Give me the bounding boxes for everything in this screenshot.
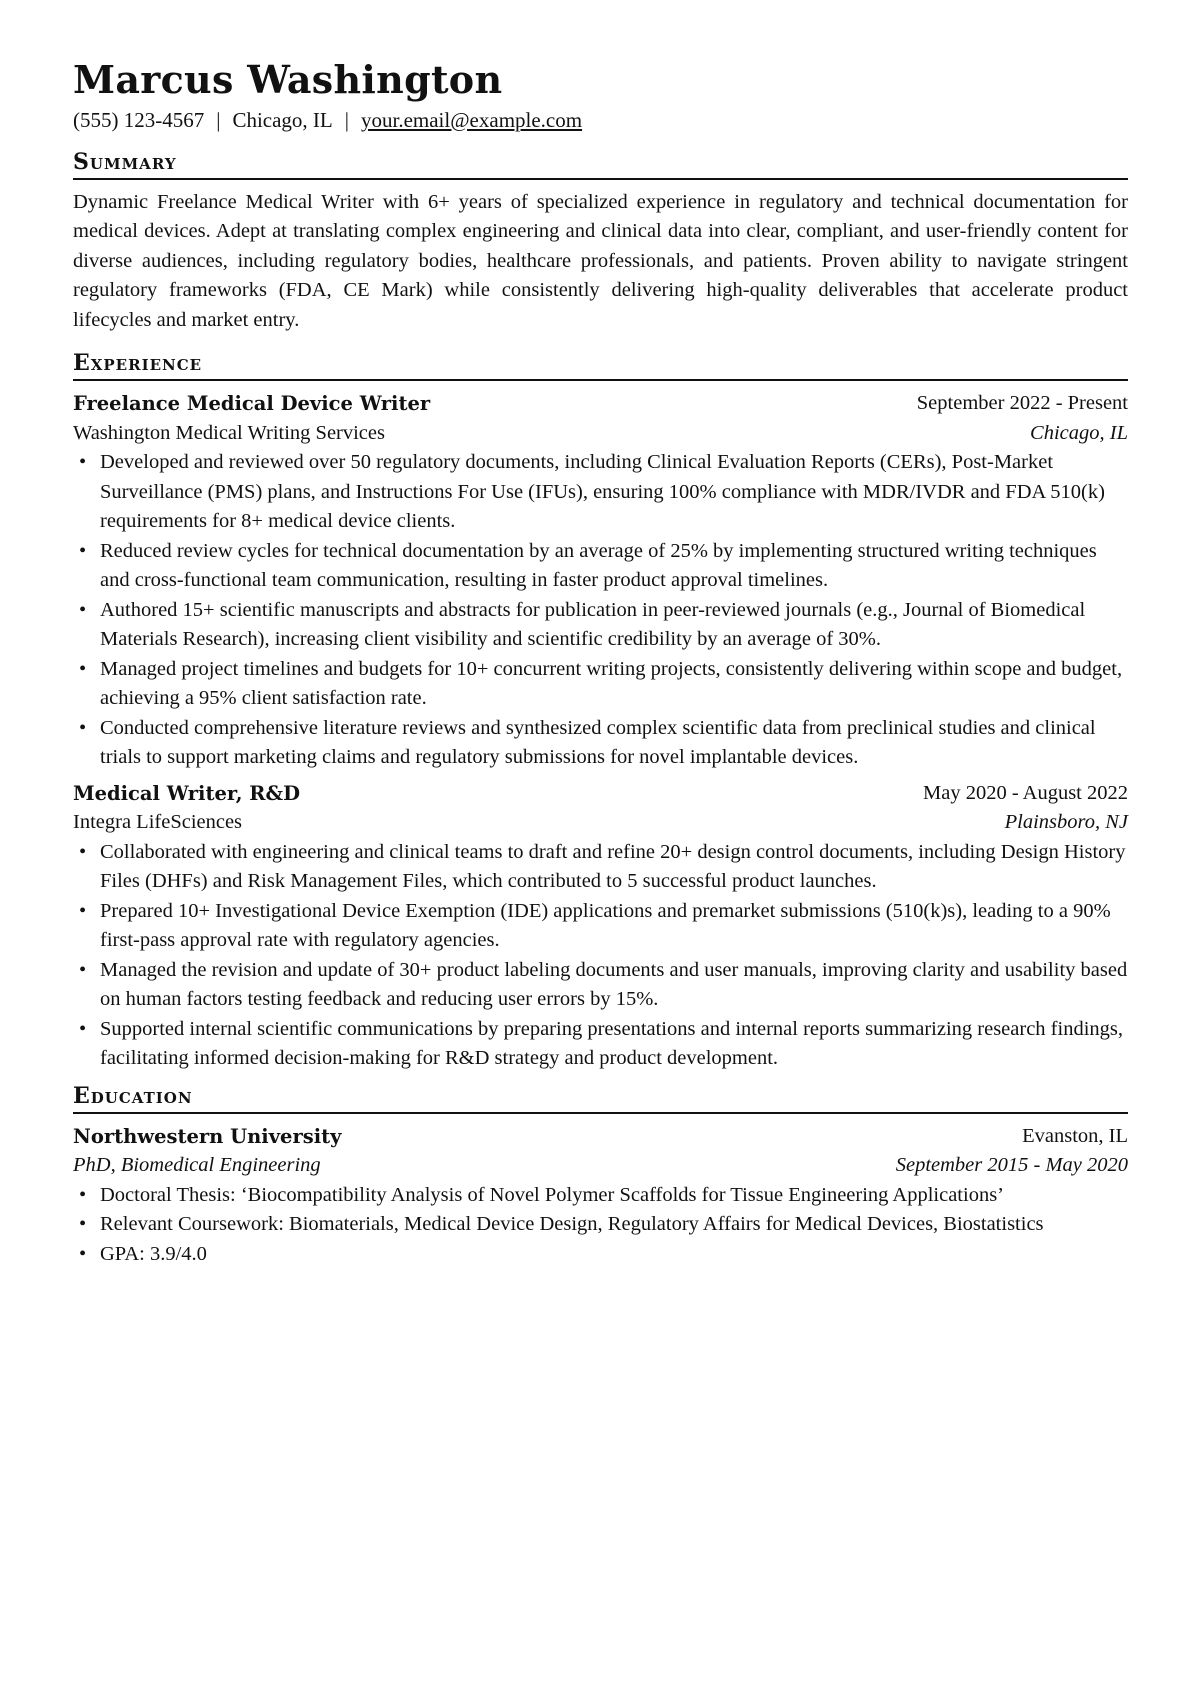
list-item: • Managed project timelines and budgets for 10+ concurrent writing projects, consistently delivering within scope and budget, achieving a 95% client satisfaction rate. xyxy=(73,655,1128,714)
list-item: • Relevant Coursework: Biomaterials, Medical Device Design, Regulatory Affairs for Medical Devices, Biostatistics xyxy=(73,1210,1128,1240)
list-item: • Conducted comprehensive literature reviews and synthesized complex scientific data from preclinical studies and clinical trials to support marketing claims and regulatory submissions for novel implantable devices. xyxy=(73,714,1128,773)
summary-text: Dynamic Freelance Medical Writer with 6+ years of specialized experience in regulatory and technical documentation for medical devices. Adept at translating complex engineering and clinical data into clear, compliant, and user-friendly content for diverse audiences, including regulatory bodies, healthcare professionals, and patients. Proven ability to navigate stringent regulatory frameworks (FDA, CE Mark) while consistently delivering high-quality deliverables that accelerate product lifecycles and market entry. xyxy=(73,190,1128,331)
job-company-row xyxy=(73,808,1128,838)
job-company: Integra LifeSciences xyxy=(73,811,243,834)
list-item: • Collaborated with engineering and clinical teams to draft and refine 20+ design control documents, including Design History Files (DHFs) and Risk Management Files, which contributed to 5 successful product launches. xyxy=(73,838,1128,897)
job-entry xyxy=(73,779,1128,1074)
list-item: • Doctoral Thesis: ‘Biocompatibility Analysis of Novel Polymer Scaffolds for Tissue Engineering Applications’ xyxy=(73,1181,1128,1211)
contact-line xyxy=(73,106,1128,134)
school-name: Northwestern University xyxy=(73,1124,342,1148)
job-bullets xyxy=(73,448,1128,773)
job-location: Plainsboro, NJ xyxy=(1004,811,1128,834)
job-dates: September 2022 - Present xyxy=(916,392,1128,415)
summary-section xyxy=(73,148,1128,336)
education-bullets xyxy=(73,1181,1128,1270)
school-location: Evanston, IL xyxy=(1022,1124,1128,1147)
job-role: Medical Writer, R&D xyxy=(73,781,301,805)
job-header-row xyxy=(73,779,1128,809)
education-dates: September 2015 - May 2020 xyxy=(895,1154,1128,1177)
phone-number: (555) 123-4567 xyxy=(73,107,205,132)
list-item: • Reduced review cycles for technical documentation by an average of 25% by implementing structured writing techniques and cross-functional team communication, resulting in faster product approval timelines. xyxy=(73,537,1128,596)
education-entry xyxy=(73,1122,1128,1270)
job-location: Chicago, IL xyxy=(1030,421,1128,444)
job-entry xyxy=(73,389,1128,773)
job-company: Washington Medical Writing Services xyxy=(73,421,385,444)
list-item: • Managed the revision and update of 30+ product labeling documents and user manuals, improving clarity and usability based on human factors testing feedback and reducing user errors by 15%. xyxy=(73,956,1128,1015)
education-section xyxy=(73,1082,1128,1270)
degree: PhD, Biomedical Engineering xyxy=(73,1154,321,1177)
experience-heading: Experience xyxy=(73,349,1128,381)
degree-row xyxy=(73,1151,1128,1181)
experience-section xyxy=(73,349,1128,1074)
location: Chicago, IL xyxy=(232,107,333,132)
list-item: • Developed and reviewed over 50 regulatory documents, including Clinical Evaluation Reports (CERs), Post-Market Surveillance (PMS) plans, and Instructions For Use (IFUs), ensuring 100% compliance with MDR/IVDR and FDA 510(k) requirements for 8+ medical device clients. xyxy=(73,448,1128,537)
education-heading: Education xyxy=(73,1082,1128,1114)
job-company-row xyxy=(73,419,1128,449)
job-dates: May 2020 - August 2022 xyxy=(923,781,1128,804)
summary-heading: Summary xyxy=(73,148,1128,180)
list-item: • Supported internal scientific communications by preparing presentations and internal reports summarizing research findings, facilitating informed decision-making for R&D strategy and product development. xyxy=(73,1015,1128,1074)
job-bullets xyxy=(73,838,1128,1074)
candidate-name: Marcus Washington xyxy=(73,57,503,102)
email-link[interactable]: your.email@example.com xyxy=(360,107,583,132)
list-item: • Authored 15+ scientific manuscripts and abstracts for publication in peer-reviewed journals (e.g., Journal of Biomedical Materials Research), increasing client visibility and scientific credibility by an average of 30%. xyxy=(73,596,1128,655)
list-item: • Prepared 10+ Investigational Device Exemption (IDE) applications and premarket submissions (510(k)s), leading to a 90% first-pass approval rate with regulatory agencies. xyxy=(73,897,1128,956)
contact-separator: | xyxy=(216,107,221,132)
contact-separator: | xyxy=(344,107,349,132)
job-header-row xyxy=(73,389,1128,419)
list-item: • GPA: 3.9/4.0 xyxy=(73,1240,1128,1270)
job-role: Freelance Medical Device Writer xyxy=(73,392,431,416)
education-header-row xyxy=(73,1122,1128,1152)
